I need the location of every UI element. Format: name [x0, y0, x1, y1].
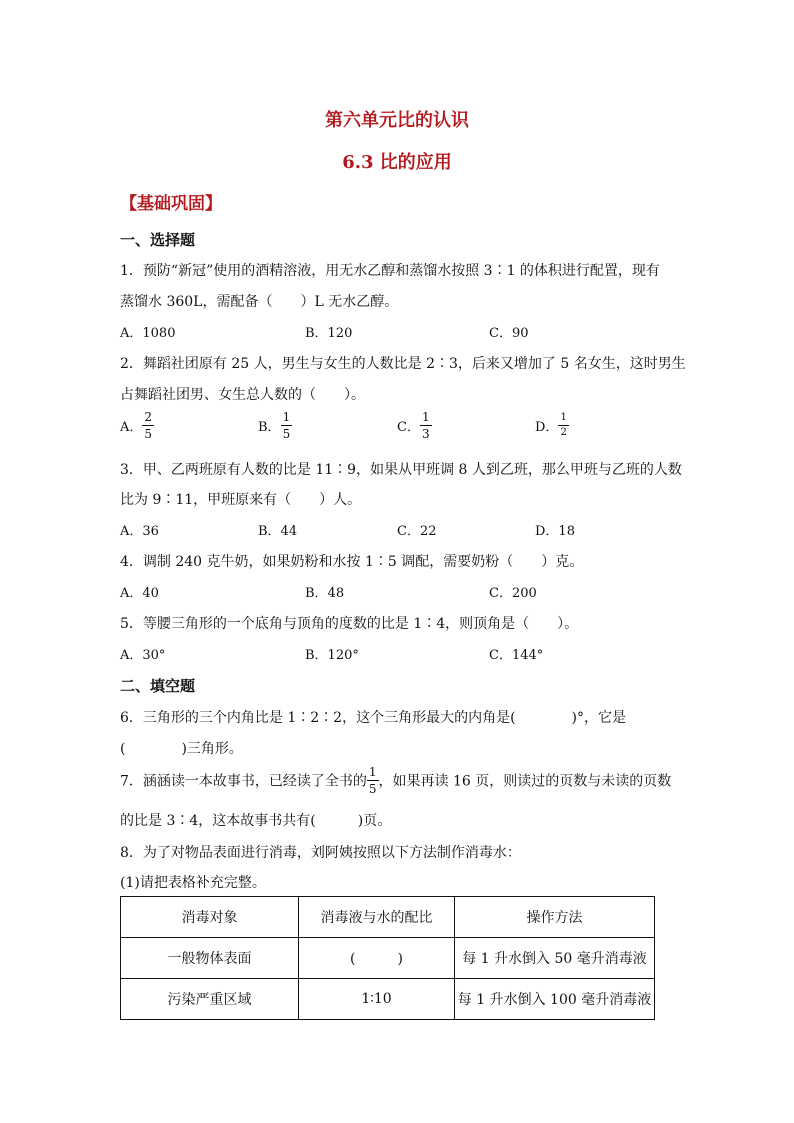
table-row [121, 938, 655, 979]
q4-line1: 4．调制 240 克牛奶，如果奶粉和水按 1∶5 调配，需要奶粉（ ）克。 [120, 554, 584, 570]
q2-option-b-fraction [281, 411, 293, 440]
fraction-denominator: 5 [368, 782, 377, 796]
fraction-denominator: 3 [421, 427, 430, 441]
q7-line1 [120, 766, 671, 795]
q7-text-post: ，如果再读 16 页，则读过的页数与未读的页数 [378, 773, 672, 790]
table-header-cell: 消毒对象 [121, 897, 299, 938]
fraction-numerator: 1 [421, 410, 430, 424]
table-cell: 污染严重区域 [121, 979, 299, 1020]
table-answer-blank[interactable]: ( ) [299, 938, 455, 979]
q7-line2: 的比是 3∶4，这本故事书共有( )页。 [120, 813, 392, 829]
q2-option-d-fraction [558, 413, 568, 438]
table-row [121, 979, 655, 1020]
fraction-denominator: 2 [560, 427, 567, 438]
lesson-title: 6.3 比的应用 [342, 152, 452, 173]
fraction-numerator: 1 [368, 765, 377, 779]
table-cell: 一般物体表面 [121, 938, 299, 979]
fraction-numerator: 1 [558, 413, 568, 426]
q3-option-c[interactable]: C．22 [397, 524, 437, 539]
q8-sub1: (1)请把表格补充完整。 [120, 875, 266, 891]
q5-option-c[interactable]: C．144° [489, 648, 544, 663]
q1-line1: 1．预防“新冠”使用的酒精溶液，用无水乙醇和蒸馏水按照 3∶1 的体积进行配置，现有 [120, 263, 660, 279]
part1-heading: 一、选择题 [120, 231, 196, 249]
table-cell: 每 1 升水倒入 100 毫升消毒液 [455, 979, 655, 1020]
q2-option-a-fraction [142, 411, 154, 440]
q1-line2: 蒸馏水 360L，需配备（ ）L 无水乙醇。 [120, 294, 399, 310]
fraction-numerator: 2 [144, 410, 153, 424]
fraction-denominator: 5 [282, 427, 291, 441]
q3-line1: 3．甲、乙两班原有人数的比是 11∶9，如果从甲班调 8 人到乙班，那么甲班与乙班的人数 [120, 462, 682, 478]
q4-option-a[interactable]: A．40 [120, 586, 159, 601]
q5-line1: 5．等腰三角形的一个底角与顶角的度数的比是 1∶4，则顶角是（ ）。 [120, 616, 579, 632]
table-cell: 每 1 升水倒入 50 毫升消毒液 [455, 938, 655, 979]
table-header-row [121, 897, 655, 938]
q1-option-a[interactable]: A．1080 [120, 326, 176, 341]
q8-line1: 8．为了对物品表面进行消毒，刘阿姨按照以下方法制作消毒水： [120, 845, 521, 861]
part2-heading: 二、填空题 [120, 677, 196, 695]
q7-text-pre: 7．涵涵读一本故事书，已经读了全书的 [120, 773, 367, 790]
q4-option-c[interactable]: C．200 [489, 586, 537, 601]
q1-option-b[interactable]: B．120 [305, 326, 353, 341]
q2-line2: 占舞蹈社团男、女生总人数的（ ）。 [120, 387, 365, 403]
q1-option-c[interactable]: C．90 [489, 326, 529, 341]
q5-option-b[interactable]: B．120° [305, 648, 359, 663]
q2-option-b-label: B． [258, 420, 281, 435]
q6-line2: ( )三角形。 [120, 741, 243, 757]
q5-option-a[interactable]: A．30° [120, 648, 166, 663]
table-header-cell: 消毒液与水的配比 [299, 897, 455, 938]
q2-option-b[interactable] [258, 411, 292, 440]
q2-option-c-label: C． [397, 420, 420, 435]
disinfectant-table [120, 896, 655, 1020]
q6-line1: 6．三角形的三个内角比是 1∶2∶2，这个三角形最大的内角是( )°，它是 [120, 710, 627, 726]
q2-option-d-label: D． [535, 420, 559, 435]
q3-option-d[interactable]: D．18 [535, 524, 575, 539]
section-label: 【基础巩固】 [120, 194, 222, 214]
table-header-cell: 操作方法 [455, 897, 655, 938]
q3-option-b[interactable]: B．44 [258, 524, 298, 539]
q4-option-b[interactable]: B．48 [305, 586, 345, 601]
q2-option-a[interactable] [120, 411, 154, 440]
q2-option-d[interactable] [535, 413, 569, 438]
q2-line1: 2．舞蹈社团原有 25 人，男生与女生的人数比是 2∶3，后来又增加了 5 名女生，这时男生 [120, 356, 686, 372]
q2-option-c-fraction [420, 411, 432, 440]
fraction-denominator: 5 [144, 427, 153, 441]
fraction-numerator: 1 [282, 410, 291, 424]
q3-line2: 比为 9∶11，甲班原来有（ ）人。 [120, 492, 362, 508]
q2-option-c[interactable] [397, 411, 432, 440]
q2-option-a-label: A． [120, 420, 143, 435]
unit-title: 第六单元比的认识 [325, 110, 469, 131]
q7-fraction [367, 766, 379, 795]
table-cell: 1∶10 [299, 979, 455, 1020]
q3-option-a[interactable]: A．36 [120, 524, 159, 539]
